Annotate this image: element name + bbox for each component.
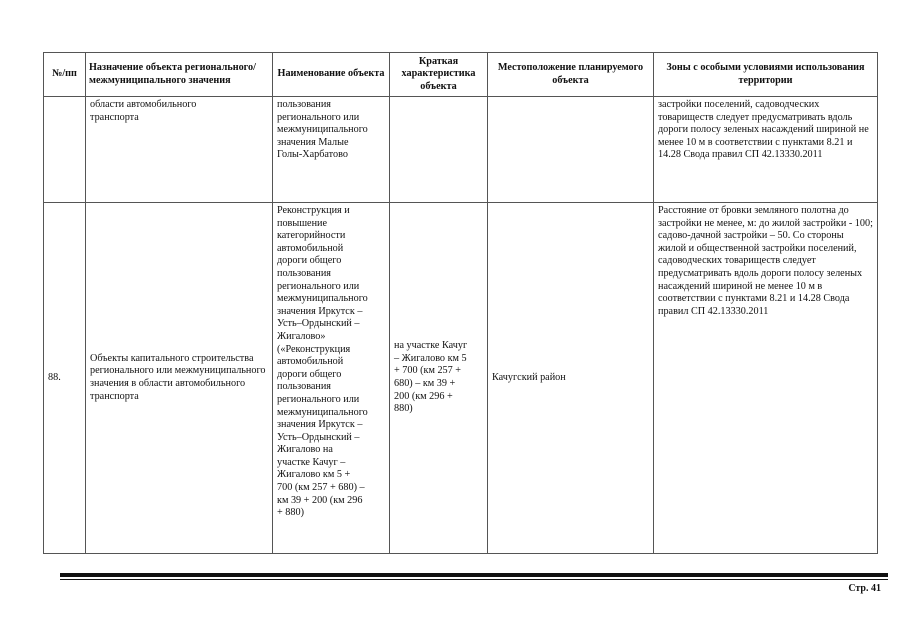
cell-characteristic: на участке Качуг – Жигалово км 5 + 700 (км 257 + 680) – км 39 + 200 (км 296 + 880) (390, 203, 488, 554)
cell-purpose: области автомобильного транспорта (86, 97, 273, 203)
cell-number (44, 97, 86, 203)
cell-characteristic (390, 97, 488, 203)
table-row-continued (44, 97, 878, 203)
cell-location (488, 97, 654, 203)
cell-location: Качугский район (488, 203, 654, 554)
header-characteristic: Краткая характеристика объекта (390, 53, 488, 97)
header-purpose: Назначение объекта регионального/ межмуниципального значения (86, 53, 273, 97)
header-zones: Зоны с особыми условиями использования территории (654, 53, 878, 97)
footer-rule-thin (60, 579, 888, 580)
table-row-88 (44, 203, 878, 554)
planned-objects-table (43, 52, 878, 554)
cell-name: Реконструкция и повышение категорийности автомобильной дороги общего пользования регионального или межмуниципального значения Иркутск – Усть–Ордынский – Жигалово» («Реконструкция автомобильной дороги общего пользования регионального или межмуниципального значения Иркутск – Усть–Ордынский – Жигалово на участке Качуг – Жигалово км 5 + 700 (км 257 + 680) – км 39 + 200 (км 296 + 880) (273, 203, 390, 554)
cell-zones: Расстояние от бровки земляного полотна до застройки не менее, м: до жилой застройки - 100; садово-дачной застройки – 50. Со стороны жилой и общественной застройки поселений, садоводческих товариществ следует предусматривать вдоль дороги полосу зеленых насаждений шириной не менее 10 м в соответствии с пунктами 8.21 и 14.28 Свода правил СП 42.13330.2011 (654, 203, 878, 554)
header-number: №/пп (44, 53, 86, 97)
cell-purpose: Объекты капитального строительства регионального или межмуниципального значения в области автомобильного транспорта (86, 203, 273, 554)
header-name: Наименование объекта (273, 53, 390, 97)
cell-name: пользования регионального или межмуниципального значения Малые Голы-Харбатово (273, 97, 390, 203)
cell-zones: застройки поселений, садоводческих товариществ следует предусматривать вдоль дороги полосу зеленых насаждений шириной не менее 10 м в соответствии с пунктами 8.21 и 14.28 Свода правил СП 42.13330.2011 (654, 97, 878, 203)
header-location: Местоположение планируемого объекта (488, 53, 654, 97)
page-number: Стр. 41 (848, 583, 881, 594)
footer-rule-thick (60, 573, 888, 577)
cell-number: 88. (44, 203, 86, 554)
table-header-row (44, 53, 878, 97)
